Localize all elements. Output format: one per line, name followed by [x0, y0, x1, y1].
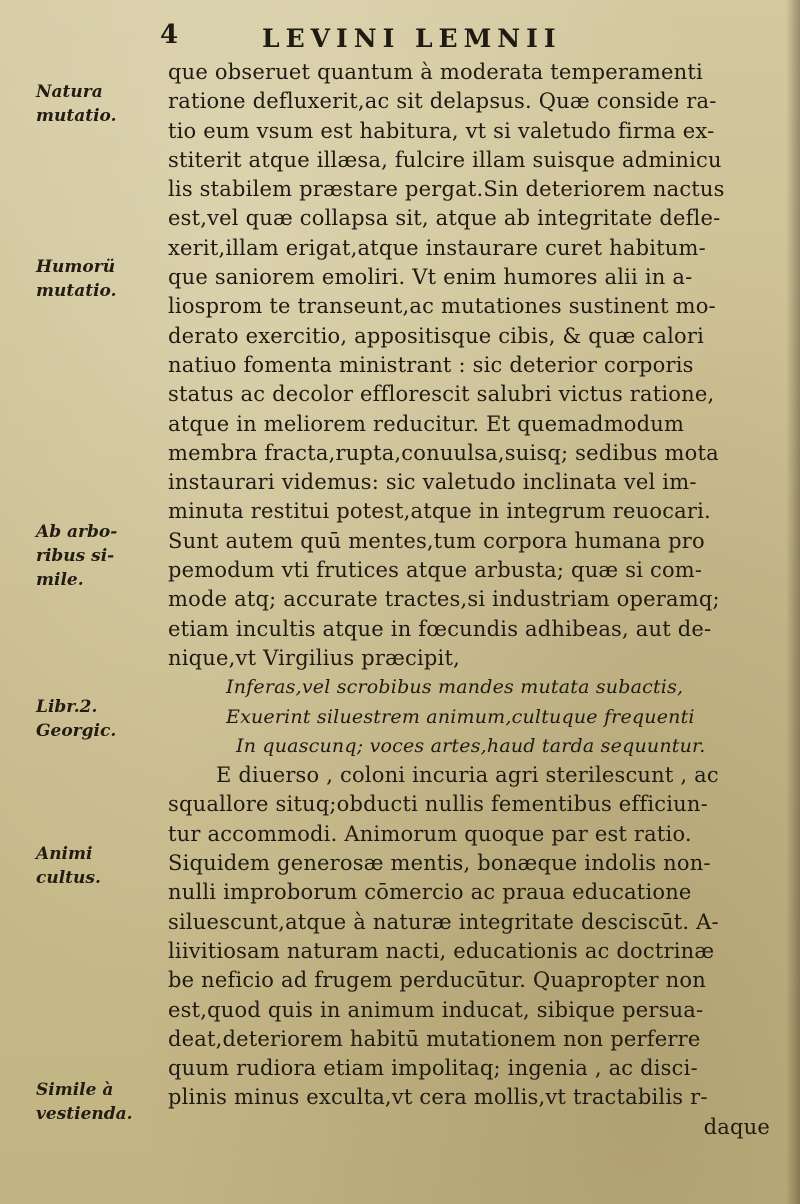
text-line: mode atq; accurate tractes,si industriam operamq;: [168, 587, 720, 612]
text-line: tur accommodi. Animorum quoque par est ratio.: [168, 821, 692, 846]
margin-note-line: Humorü: [36, 257, 116, 277]
catchword: daque: [703, 1114, 770, 1139]
text-line: nulli improborum cōmercio ac praua educatione: [168, 880, 692, 905]
text-line: que saniorem emoliri. Vt enim humores alii in a-: [168, 265, 693, 290]
verse-line: In quascunq; voces artes,haud tarda sequuntur.: [236, 734, 706, 757]
page-number: 4: [160, 20, 179, 50]
text-line: tio eum vsum est habitura, vt si valetudo firma ex-: [168, 118, 715, 143]
text-line: atque in meliorem reducitur. Et quemadmodum: [168, 411, 685, 436]
text-line: que obseruet quantum à moderata temperamenti: [168, 60, 703, 84]
margin-note-arboribus: [36, 520, 154, 592]
margin-note-georgic: [36, 695, 154, 743]
margin-note-line: Georgic.: [36, 721, 117, 741]
text-line: siluescunt,atque à naturæ integritate desciscūt. A-: [168, 909, 719, 934]
running-head: LEVINI LEMNII: [262, 24, 562, 53]
text-line: instaurari videmus: sic valetudo inclinata vel im-: [168, 470, 697, 495]
text-line: est,vel quæ collapsa sit, atque ab integritate defle-: [168, 206, 721, 231]
margin-note-line: cultus.: [36, 868, 101, 888]
text-line: minuta restitui potest,atque in integrum reuocari.: [168, 499, 711, 524]
verse-line: Inferas,vel scrobibus mandes mutata subactis,: [226, 676, 684, 699]
text-line: nique,vt Virgilius præcipit,: [168, 645, 460, 670]
text-line: quum rudiora etiam impolitaq; ingenia , ac disci-: [168, 1056, 698, 1081]
text-line: deat,deteriorem habitū mutationem non perferre: [168, 1026, 701, 1051]
text-line: etiam incultis atque in fœcundis adhibeas, aut de-: [168, 616, 712, 641]
text-line: stiterit atque illæsa, fulcire illam suisque adminicu: [168, 147, 722, 172]
margin-note-line: Libr.2.: [36, 697, 98, 717]
text-line: liosprom te transeunt,ac mutationes sustinent mo-: [168, 294, 716, 319]
text-line: plinis minus exculta,vt cera mollis,vt tractabilis r-: [168, 1085, 708, 1110]
margin-note-animi: [36, 842, 154, 890]
text-line: E diuerso , coloni incuria agri sterilescunt , ac: [216, 763, 719, 788]
text-line: squallore situq;obducti nullis fementibus efficiun-: [168, 792, 708, 817]
text-line: Siquidem generosæ mentis, bonæque indolis non-: [168, 851, 711, 876]
body-text: [168, 58, 790, 1142]
page-header: [0, 20, 800, 60]
text-line: membra fracta,rupta,conuulsa,suisq; sedibus mota: [168, 440, 719, 465]
text-line: Sunt autem quū mentes,tum corpora humana pro: [168, 528, 705, 553]
verse-line: Exuerint siluestrem animum,cultuque frequenti: [226, 705, 695, 728]
margin-note-line: Ab arbo-: [36, 522, 118, 542]
text-line: ratione defluxerit,ac sit delapsus. Quæ conside ra-: [168, 89, 717, 114]
text-line: lis stabilem præstare pergat.Sin deteriorem nactus: [168, 177, 725, 202]
text-line: status ac decolor efflorescit salubri victus ratione,: [168, 382, 715, 407]
margin-note-line: Animi: [36, 844, 93, 864]
text-line: derato exercitio, appositisque cibis, & quæ calori: [168, 323, 705, 348]
margin-note-line: mutatio.: [36, 281, 117, 301]
margin-note-line: vestienda.: [36, 1104, 133, 1124]
text-line: est,quod quis in animum inducat, sibique persua-: [168, 997, 704, 1022]
margin-note-line: Simile à: [36, 1080, 114, 1100]
text-line: natiuo fomenta ministrant : sic deterior corporis: [168, 352, 694, 377]
text-line: pemodum vti frutices atque arbusta; quæ si com-: [168, 558, 703, 583]
text-line: xerit,illam erigat,atque instaurare curet habitum-: [168, 235, 706, 260]
text-line: liivitiosam naturam nacti, educationis ac doctrinæ: [168, 938, 715, 963]
margin-note-line: mile.: [36, 570, 84, 590]
text-line: be neficio ad frugem perducūtur. Quapropter non: [168, 968, 706, 993]
margin-note-simile: [36, 1078, 154, 1126]
margin-note-line: Natura: [36, 82, 103, 102]
margin-note-line: ribus si-: [36, 546, 115, 566]
margin-note-line: mutatio.: [36, 106, 117, 126]
margin-note-humorum: [36, 255, 154, 303]
margin-note-natura: [36, 80, 154, 128]
